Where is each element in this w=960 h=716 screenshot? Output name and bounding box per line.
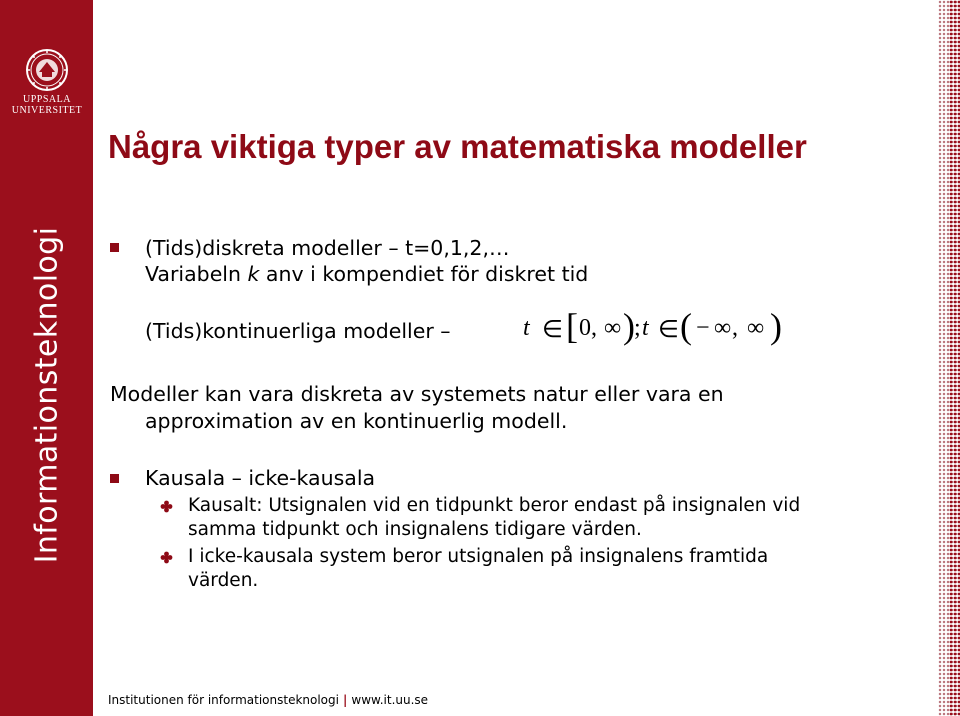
math-rparen2: ) <box>770 306 782 346</box>
sub-causal-line2: samma tidpunkt och insignalens tidigare värden. <box>188 519 642 540</box>
math-zero: 0, <box>579 315 597 341</box>
square-bullet-icon <box>110 243 119 252</box>
logo-line1: UPPSALA <box>23 94 71 105</box>
math-in1: ∈ <box>542 317 563 343</box>
math-semi: ; <box>634 315 641 341</box>
right-dotted-edge-inner <box>949 0 960 716</box>
sub-noncausal-line1: I icke-kausala system beror utsignalen på insignalens framtida <box>188 546 769 567</box>
math-inf2: ∞ <box>714 315 732 341</box>
math-in2: ∈ <box>658 317 679 343</box>
bullet-causal: Kausala – icke-kausala <box>145 466 376 490</box>
footer-separator: | <box>342 693 348 707</box>
university-seal-icon <box>25 48 69 92</box>
bullet-discrete-line1: (Tids)diskreta modeller – t=0,1,2,… <box>145 236 510 260</box>
square-bullet-icon <box>110 474 119 483</box>
math-minus: − <box>696 315 710 341</box>
footer-institution: Institutionen för informationsteknologi <box>108 693 339 707</box>
flower-bullet-icon <box>160 551 173 564</box>
slide-title: Några viktiga typer av matematiska modeller <box>108 128 807 165</box>
sidebar-band <box>0 0 93 716</box>
flower-bullet-icon <box>160 500 173 513</box>
math-lparen: ( <box>680 306 692 346</box>
math-inf3: ∞ <box>747 315 765 341</box>
sub-noncausal-line2: värden. <box>188 570 259 591</box>
math-t2: t <box>642 315 649 341</box>
bullet-approx-line1: Modeller kan vara diskreta av systemets natur eller vara en <box>110 382 724 406</box>
bullet-continuous: (Tids)kontinuerliga modeller – <box>145 319 451 343</box>
math-rparen1: ) <box>623 306 635 346</box>
vertical-department-title: Informationsteknologi <box>29 226 65 564</box>
math-inf1: ∞ <box>604 315 622 341</box>
logo-line2: UNIVERSITET <box>11 105 83 116</box>
math-t1: t <box>523 315 530 341</box>
math-comma: , <box>732 315 738 341</box>
math-lbrack: [ <box>566 306 578 346</box>
footer-url-link[interactable]: www.it.uu.se <box>351 693 429 707</box>
university-logo <box>8 48 86 128</box>
bullet-approx-line2: approximation av en kontinuerlig modell. <box>145 409 568 433</box>
sub-causal-line1: Kausalt: Utsignalen vid en tidpunkt beror endast på insignalen vid <box>188 495 801 516</box>
bullet-discrete-line2: Variabeln k anv i kompendiet för diskret tid <box>145 262 589 286</box>
footer <box>108 693 428 707</box>
